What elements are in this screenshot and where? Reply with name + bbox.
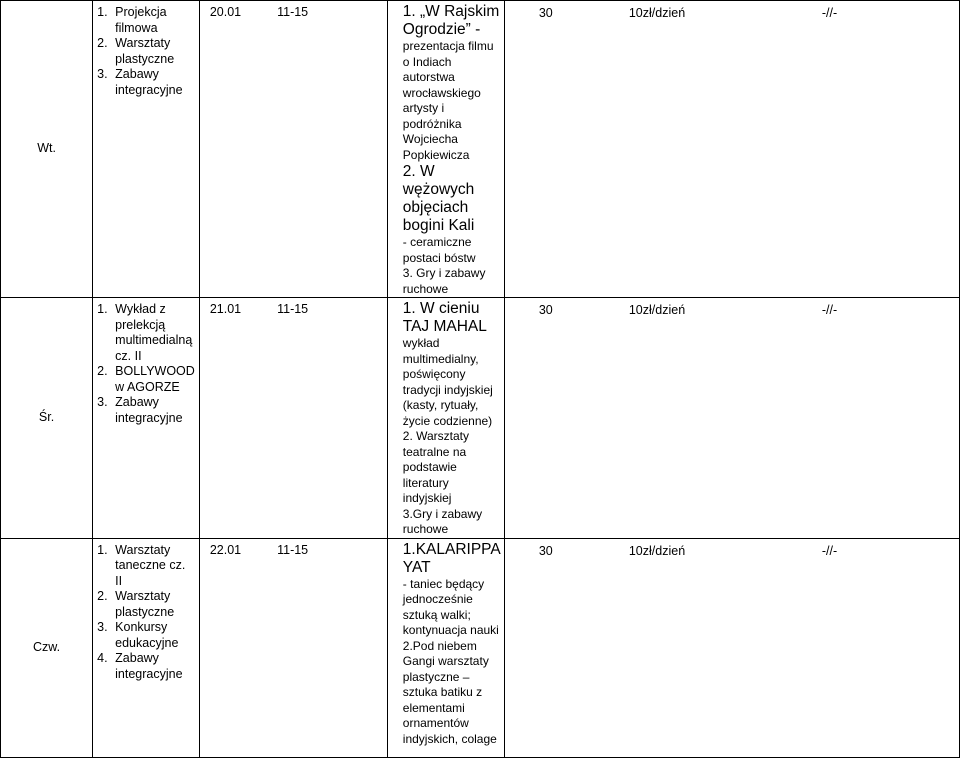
date-time-cell (199, 538, 387, 757)
event-item: 1.KALARIPPA YAT - taniec będący jednocześnie sztuką walki; kontynuacja nauki (402, 540, 500, 637)
day-cell: Czw. (1, 538, 93, 757)
day-cell: Wt. (1, 1, 93, 298)
activity-item: 1. Wykład z prelekcją multimedialną cz. II (97, 302, 193, 363)
activity-item: 3. Zabawy integracyjne (97, 395, 183, 425)
activity-item: 1. Warsztaty taneczne cz. II (97, 542, 186, 588)
events-cell (387, 538, 504, 757)
price: 30 (538, 543, 553, 558)
price-cell (504, 1, 959, 298)
activities-cell (93, 538, 200, 757)
events-cell (387, 1, 504, 298)
activity-item: 4. Zabawy integracyjne (97, 651, 183, 681)
time: 11-15 (277, 542, 309, 557)
activities-cell (93, 1, 200, 298)
activity-item: 3. Zabawy integracyjne (97, 67, 183, 97)
events-cell (387, 298, 504, 539)
price-cell (504, 298, 959, 539)
table-row (1, 538, 960, 757)
event-item: 1. W cieniu TAJ MAHAL wykład multimedialny, poświęcony tradycji indyjskiej (kasty, rytuały, życie codzienne) (402, 300, 493, 428)
price: 30 (538, 6, 553, 20)
time: 11-15 (277, 5, 309, 19)
price-cell (504, 538, 959, 757)
rate: 10zł/dzień (628, 303, 686, 317)
event-item: 2. Warsztaty teatralne na podstawie literatury indyjskiej (402, 429, 470, 505)
day-cell: Śr. (1, 298, 93, 539)
note: -//- (821, 6, 838, 20)
activities-cell (93, 298, 200, 539)
activity-item: 1. Projekcja filmowa (97, 5, 167, 35)
activity-item: 2. Warsztaty plastyczne (97, 36, 175, 66)
table-row (1, 1, 960, 298)
date-time-cell (199, 1, 387, 298)
activity-item: 2. BOLLYWOOD w AGORZE (97, 364, 195, 394)
event-item: 1. „W Rajskim Ogrodzie” - prezentacja filmu o Indiach autorstwa wrocławskiego artysty i podróżnika Wojciecha Popkiewicza (402, 3, 500, 162)
activity-item: 3. Konkursy edukacyjne (97, 620, 179, 650)
event-item: 2.Pod niebem Gangi warsztaty plastyczne – sztuka batiku z elementami ornamentów indyjskich, colage (402, 638, 497, 746)
date: 20.01 (209, 5, 242, 19)
note: -//- (821, 543, 838, 558)
rate: 10zł/dzień (628, 6, 686, 20)
time: 11-15 (277, 302, 309, 316)
table-row (1, 298, 960, 539)
rate: 10zł/dzień (628, 543, 686, 558)
event-item: 3. Gry i zabawy ruchowe (402, 266, 486, 296)
date: 21.01 (209, 302, 242, 316)
activity-item: 2. Warsztaty plastyczne (97, 589, 175, 619)
event-item: 3.Gry i zabawy ruchowe (402, 506, 483, 536)
date: 22.01 (209, 542, 242, 557)
note: -//- (821, 303, 838, 317)
date-time-cell (199, 298, 387, 539)
price: 30 (538, 303, 553, 317)
event-item: 2. W wężowych objęciach bogini Kali - ceramiczne postaci bóstw (402, 163, 476, 265)
